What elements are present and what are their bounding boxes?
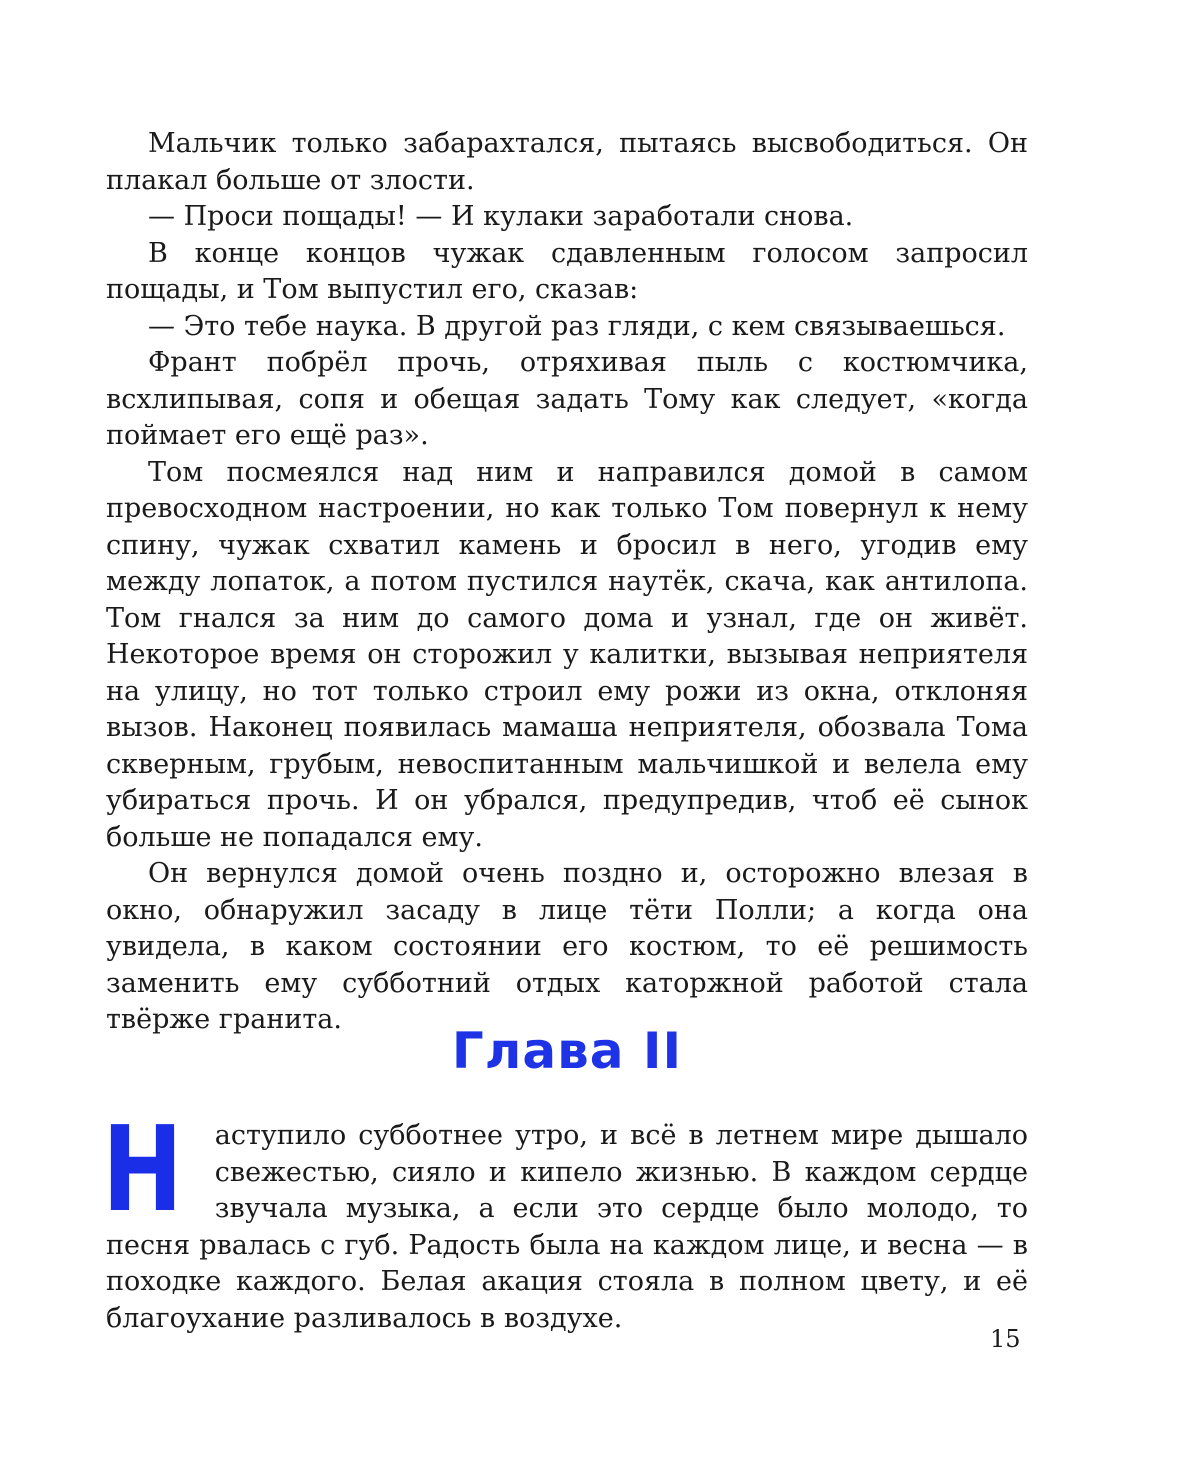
paragraph: — Это тебе наука. В другой раз гляди, с кем связываешься. — [148, 310, 1006, 342]
paragraph: Том посмеялся над ним и направился домой в самом превосходном настроении, но как только Том повернул к нему спину, чужак схватил камень и бросил в него, угодив ему между лопаток, а потом пустился наутёк, скача, как антилопа. Том гнался за ним до самого дома и узнал, где он живёт. Некоторое время он сторожил у калитки, вызывая неприятеля на улицу, но тот только строил ему рожи из окна, отклоняя вызов. Наконец появилась мамаша неприятеля, обозвала Тома скверным, грубым, невоспитанным мальчишкой и велела ему убираться прочь. И он убрался, предупредив, чтоб её сынок больше не попадался ему. — [106, 456, 1028, 853]
paragraph: Мальчик только забарахтался, пытаясь высвободиться. Он плакал больше от злости. — [106, 128, 1028, 196]
chapter-first-paragraph: аступило субботнее утро, и всё в летнем мире дышало свежестью, сияло и кипело жизнью. В каждом сердце звучала музыка, а если это сердце было молодо, то песня рвалась с губ. Радость была на каждом лице, и весна — в походке каждого. Белая акация стояла в полном цвету, и её благоухание разливалось в воздухе. — [106, 1120, 1028, 1334]
drop-cap: Н — [102, 1100, 183, 1238]
paragraph: — Проси пощады! — И кулаки заработали снова. — [148, 201, 854, 232]
body-text — [106, 126, 1028, 1039]
paragraph: В конце концов чужак сдавленным голосом запросил пощады, и Том выпустил его, сказав: — [106, 237, 1028, 305]
paragraph: Он вернулся домой очень поздно и, осторожно влезая в окно, обнаружил засаду в лице тёти Полли; а когда она увидела, в каком состоянии его костюм, то её решимость заменить ему субботний отдых каторжной работой стала твёрже гранита. — [106, 858, 1028, 1035]
chapter-title: Глава II — [451, 1022, 683, 1080]
page-number: 15 — [990, 1325, 1021, 1353]
paragraph: Франт побрёл прочь, отряхивая пыль с костюмчика, всхлипывая, сопя и обещая задать Тому как следует, «когда поймает его ещё раз». — [106, 347, 1028, 451]
chapter-body — [102, 1100, 1028, 1337]
